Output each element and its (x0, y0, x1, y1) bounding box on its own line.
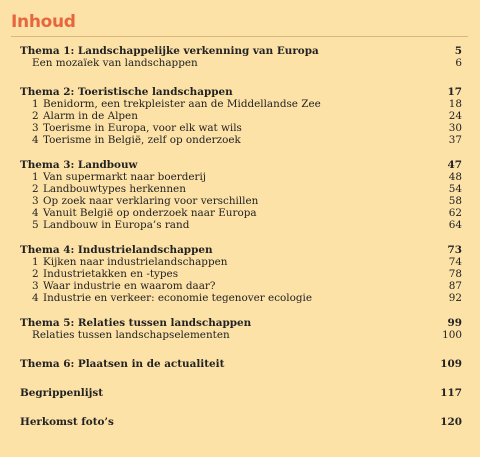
toc-page-number: 74 (448, 256, 462, 268)
toc-theme-5[interactable] (20, 317, 462, 329)
toc-item[interactable] (20, 207, 462, 219)
toc-item-label: Kijken naar industrielandschappen (43, 256, 228, 268)
toc-item-label: Industrie en verkeer: economie tegenover ecologie (43, 292, 312, 304)
toc-item-number: 1 (32, 171, 39, 183)
toc-item-number: 5 (32, 219, 39, 231)
toc-item-label: Industrietakken en -types (43, 268, 179, 280)
toc-page-number: 73 (447, 244, 462, 256)
toc-item-label: Toerisme in Europa, voor elk wat wils (43, 122, 242, 134)
toc-page-number: 18 (448, 98, 462, 110)
toc-item-number: 1 (32, 98, 39, 110)
toc-item-number: 1 (32, 256, 39, 268)
toc-item[interactable] (20, 183, 462, 195)
toc-item[interactable] (20, 219, 462, 231)
toc-page-number: 62 (448, 207, 462, 219)
toc-page-number: 47 (447, 159, 462, 171)
toc-theme-label: Thema 2: Toeristische landschappen (20, 86, 233, 98)
title-divider (11, 36, 468, 37)
toc-item[interactable] (20, 171, 462, 183)
toc-item-number: 4 (32, 207, 39, 219)
toc-item-label: Landbouwtypes herkennen (43, 183, 186, 195)
toc-item-label: Vanuit België op onderzoek naar Europa (43, 207, 257, 219)
toc-item-label: Van supermarkt naar boerderij (43, 171, 207, 183)
toc-item-label: Op zoek naar verklaring voor verschillen (43, 195, 259, 207)
toc-page-number: 87 (448, 280, 462, 292)
toc-item-label: Relaties tussen landschapselementen (32, 329, 230, 341)
toc-item-number: 2 (32, 110, 39, 122)
toc-page-number: 100 (442, 329, 462, 341)
toc-page-number: 64 (448, 219, 462, 231)
toc-page-number: 120 (440, 416, 462, 428)
toc-item[interactable] (20, 329, 462, 341)
toc-item-label: Toerisme in België, zelf op onderzoek (43, 134, 241, 146)
toc-page-number: 17 (447, 86, 462, 98)
toc-item-number: 2 (32, 183, 39, 195)
toc-glossary[interactable] (20, 387, 462, 399)
table-of-contents (20, 45, 462, 428)
toc-theme-4[interactable] (20, 244, 462, 256)
toc-item-number: 3 (32, 280, 39, 292)
toc-theme-6[interactable] (20, 358, 462, 370)
toc-item-label: Landbouw in Europa’s rand (43, 219, 190, 231)
toc-item[interactable] (20, 292, 462, 304)
toc-page-number: 117 (440, 387, 462, 399)
toc-page-number: 37 (448, 134, 462, 146)
toc-theme-label: Thema 3: Landbouw (20, 159, 138, 171)
toc-item-label: Waar industrie en waarom daar? (43, 280, 216, 292)
toc-page-number: 5 (454, 45, 462, 57)
toc-photo-credits[interactable] (20, 416, 462, 428)
toc-item-label: Een mozaïek van landschappen (32, 57, 198, 69)
toc-item-label: Alarm in de Alpen (43, 110, 138, 122)
toc-page-number: 92 (448, 292, 462, 304)
toc-item[interactable] (20, 280, 462, 292)
toc-theme-label: Thema 6: Plaatsen in de actualiteit (20, 358, 225, 370)
toc-item-label: Benidorm, een trekpleister aan de Middellandse Zee (43, 98, 321, 110)
toc-item[interactable] (20, 134, 462, 146)
toc-item[interactable] (20, 110, 462, 122)
toc-theme-label: Thema 5: Relaties tussen landschappen (20, 317, 252, 329)
toc-page-number: 6 (455, 57, 462, 69)
toc-theme-3[interactable] (20, 159, 462, 171)
toc-item[interactable] (20, 256, 462, 268)
toc-page-number: 109 (440, 358, 462, 370)
toc-page-number: 99 (447, 317, 462, 329)
toc-page-number: 30 (448, 122, 462, 134)
toc-item-number: 3 (32, 195, 39, 207)
toc-item-number: 4 (32, 134, 39, 146)
page-title: Inhoud (11, 12, 76, 32)
toc-item[interactable] (20, 98, 462, 110)
toc-item-number: 4 (32, 292, 39, 304)
toc-page-number: 58 (448, 195, 462, 207)
toc-item[interactable] (20, 268, 462, 280)
toc-item-number: 2 (32, 268, 39, 280)
toc-theme-2[interactable] (20, 86, 462, 98)
toc-item-number: 3 (32, 122, 39, 134)
toc-page-number: 24 (448, 110, 462, 122)
toc-page-number: 54 (448, 183, 462, 195)
toc-item[interactable] (20, 195, 462, 207)
toc-page-number: 78 (448, 268, 462, 280)
toc-theme-label: Thema 4: Industrielandschappen (20, 244, 213, 256)
toc-item[interactable] (20, 57, 462, 69)
toc-page-number: 48 (448, 171, 462, 183)
toc-theme-label: Herkomst foto’s (20, 416, 114, 428)
toc-theme-1[interactable] (20, 45, 462, 57)
toc-theme-label: Thema 1: Landschappelijke verkenning van Europa (20, 45, 319, 57)
toc-item[interactable] (20, 122, 462, 134)
toc-theme-label: Begrippenlijst (20, 387, 104, 399)
